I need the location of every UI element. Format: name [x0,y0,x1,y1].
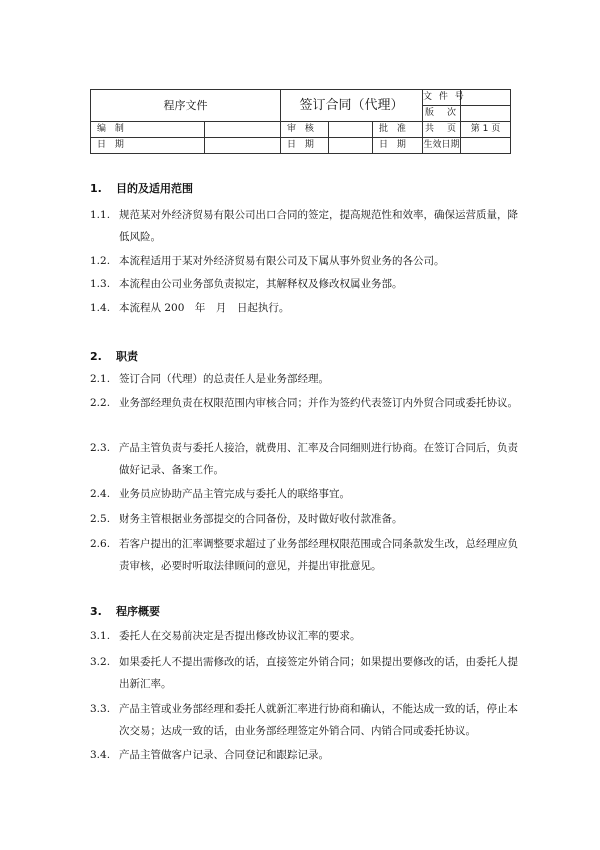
item-number: 2.6. [90,538,111,550]
item-text: 财务主管根据业务部提交的合同备份，及时做好收付款准备。 [119,513,403,525]
item-number: 1.1. [90,209,111,221]
item-number: 3.4. [90,749,111,761]
item-text: 本流程从 200 年 月 日起执行。 [119,302,290,314]
version-label: 版 次 [423,106,461,122]
review-label: 审 核 [281,122,329,138]
section-title: 程序概要 [116,605,160,618]
list-item [90,698,520,742]
item-text: 业务部经理负责在权限范围内审核合同；并作为签约代表签订内外贸合同或委托协议。 [119,397,518,409]
file-no-label: 文 件 号 [423,90,461,106]
compiled-label: 编 制 [91,122,205,138]
item-text: 若客户提出的汇率调整要求超过了业务部经理权限范围或合同条款发生改，总经理应负责审核，必要时听取法律顾问的意见，并提出审批意见。 [119,538,518,572]
item-number: 1.4. [90,302,111,314]
item-text: 产品主管或业务部经理和委托人就新汇率进行协商和确认，不能达成一致的话，停止本次交易；达成一致的话，由业务部经理签定外销合同、内销合同或委托协议。 [119,703,518,737]
section-heading [90,348,138,364]
doc-title-cell: 签订合同（代理） [281,90,423,122]
item-number: 1.3. [90,278,111,290]
list-item [90,368,520,390]
section-heading [90,180,193,196]
effective-date-label: 生效日期 [423,138,461,154]
list-item [90,273,520,295]
list-item [90,508,520,530]
item-text: 规范某对外经济贸易有限公司出口合同的签定，提高规范性和效率，确保运营质量，降低风险。 [119,209,518,243]
item-text: 本流程由公司业务部负责拟定，其解释权及修改权属业务部。 [119,278,403,290]
list-item [90,437,520,481]
item-number: 2.5. [90,513,111,525]
date-value-compiled [205,138,281,154]
date-label-compiled: 日 期 [91,138,205,154]
section-number: 2. [90,350,102,363]
list-item [90,744,520,766]
item-number: 2.1. [90,373,111,385]
section-number: 1. [90,182,102,195]
item-number: 3.2. [90,656,111,668]
list-item [90,651,520,695]
item-number: 1.2. [90,255,111,267]
date-value-review [329,138,373,154]
section-title: 职责 [116,350,138,363]
list-item [90,483,520,505]
date-label-approve: 日 期 [373,138,423,154]
effective-date-value [461,138,511,154]
list-item [90,533,520,577]
item-number: 2.4. [90,488,111,500]
total-pages-label: 共 页 [423,122,461,138]
item-text: 如果委托人不提出需修改的话，直接签定外销合同；如果提出要修改的话，由委托人提出新汇率。 [119,656,518,690]
document-header-table [90,89,511,154]
list-item [90,250,520,272]
item-text: 产品主管做客户记录、合同登记和跟踪记录。 [119,749,329,761]
version-value [461,106,511,122]
section-heading [90,603,160,619]
list-item [90,297,520,319]
item-text: 委托人在交易前决定是否提出修改协议汇率的要求。 [119,630,361,642]
item-text: 产品主管负责与委托人接洽，就费用、汇率及合同细则进行协商。在签订合同后，负责做好记录、备案工作。 [119,442,518,476]
item-text: 签订合同（代理）的总责任人是业务部经理。 [119,373,329,385]
doc-type-cell: 程序文件 [91,90,281,122]
date-label-review: 日 期 [281,138,329,154]
item-number: 3.1. [90,630,111,642]
item-number: 3.3. [90,703,111,715]
item-number: 2.3. [90,442,111,454]
compiled-value [205,122,281,138]
item-text: 业务员应协助产品主管完成与委托人的联络事宜。 [119,488,350,500]
page-number: 第 1 页 [461,122,511,138]
file-no-value [461,90,511,106]
approve-label: 批 准 [373,122,423,138]
section-number: 3. [90,605,102,618]
item-text: 本流程适用于某对外经济贸易有限公司及下属从事外贸业务的各公司。 [119,255,445,267]
item-number: 2.2. [90,397,111,409]
list-item [90,392,520,414]
list-item [90,204,520,248]
section-title: 目的及适用范围 [116,182,193,195]
review-value [329,122,373,138]
list-item [90,625,520,647]
